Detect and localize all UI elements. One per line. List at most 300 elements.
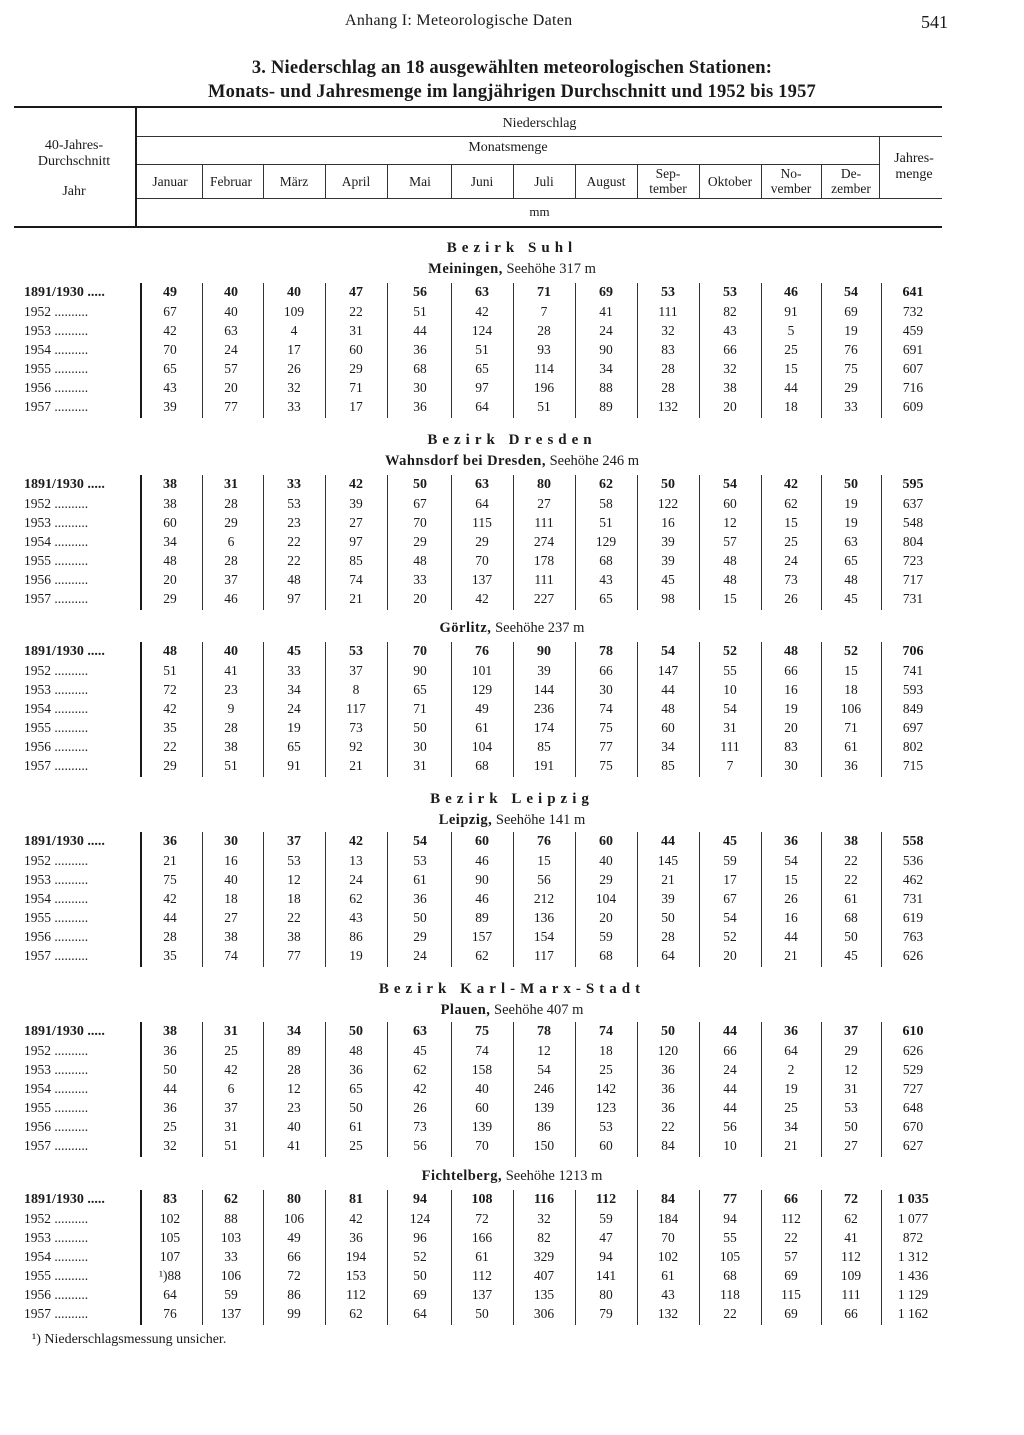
table-row bbox=[0, 399, 1024, 418]
cell-month-5: 70 bbox=[413, 644, 427, 659]
cell-month-2: 28 bbox=[224, 553, 238, 568]
cell-annual-total: 462 bbox=[902, 872, 924, 887]
cell-month-1: 36 bbox=[163, 1043, 177, 1058]
cell-month-5: 71 bbox=[413, 701, 427, 716]
cell-month-11: 62 bbox=[784, 496, 798, 511]
row-year: 1891/1930 ..... bbox=[24, 1024, 105, 1039]
month-heading-1: Januar bbox=[152, 174, 188, 189]
cell-month-9: 61 bbox=[661, 1268, 675, 1283]
cell-month-9: 28 bbox=[661, 929, 675, 944]
cell-annual-total: 715 bbox=[902, 758, 924, 773]
cell-month-5: 62 bbox=[413, 1062, 427, 1077]
cell-month-2: 62 bbox=[224, 1192, 238, 1207]
month-heading-9: Sep- tember bbox=[649, 166, 687, 196]
month-heading-11: No- vember bbox=[770, 166, 812, 196]
cell-month-3: 53 bbox=[287, 496, 301, 511]
cell-month-8: 68 bbox=[599, 948, 613, 963]
cell-month-2: 18 bbox=[224, 891, 238, 906]
cell-month-4: 8 bbox=[352, 682, 360, 697]
cell-month-6: 61 bbox=[475, 720, 489, 735]
cell-month-7: 135 bbox=[533, 1287, 555, 1302]
cell-month-6: 129 bbox=[471, 682, 493, 697]
bezirk-heading: Bezirk Karl-Marx-Stadt bbox=[378, 981, 646, 997]
cell-month-8: 69 bbox=[599, 285, 613, 300]
cell-month-12: 68 bbox=[844, 910, 858, 925]
cell-month-11: 19 bbox=[784, 1081, 798, 1096]
cell-month-6: 64 bbox=[475, 399, 489, 414]
cell-month-2: 25 bbox=[224, 1043, 238, 1058]
cell-annual-total: 670 bbox=[902, 1119, 924, 1134]
table-row bbox=[0, 1287, 1024, 1306]
cell-month-12: 50 bbox=[844, 477, 858, 492]
cell-month-1: 35 bbox=[163, 948, 177, 963]
cell-month-3: 26 bbox=[287, 361, 301, 376]
cell-month-2: 28 bbox=[224, 720, 238, 735]
cell-month-6: 166 bbox=[471, 1230, 493, 1245]
cell-month-4: 86 bbox=[349, 929, 363, 944]
cell-month-2: 23 bbox=[224, 682, 238, 697]
cell-month-10: 94 bbox=[723, 1211, 737, 1226]
cell-month-10: 56 bbox=[723, 1119, 737, 1134]
table-row bbox=[0, 496, 1024, 515]
cell-month-5: 63 bbox=[413, 1024, 427, 1039]
row-year: 1891/1930 ..... bbox=[24, 644, 105, 659]
cell-month-11: 18 bbox=[784, 399, 798, 414]
cell-month-8: 60 bbox=[599, 1138, 613, 1153]
stub-heading-line-1: 40-Jahres- bbox=[44, 138, 104, 153]
cell-month-12: 15 bbox=[844, 663, 858, 678]
cell-month-7: 407 bbox=[533, 1268, 555, 1283]
cell-month-3: 48 bbox=[287, 572, 301, 587]
cell-month-7: 90 bbox=[537, 644, 551, 659]
cell-month-3: 86 bbox=[287, 1287, 301, 1302]
cell-month-11: 19 bbox=[784, 701, 798, 716]
unit-overline bbox=[137, 198, 942, 199]
cell-month-11: 26 bbox=[784, 891, 798, 906]
cell-annual-total: 849 bbox=[902, 701, 924, 716]
cell-month-4: 17 bbox=[349, 399, 363, 414]
cell-month-5: 70 bbox=[413, 515, 427, 530]
cell-month-11: 91 bbox=[784, 304, 798, 319]
cell-month-4: 112 bbox=[346, 1287, 366, 1302]
cell-month-6: 74 bbox=[475, 1043, 489, 1058]
cell-month-8: 20 bbox=[599, 910, 613, 925]
cell-month-4: 42 bbox=[349, 834, 363, 849]
cell-month-2: 137 bbox=[220, 1306, 242, 1321]
cell-annual-total: 648 bbox=[902, 1100, 924, 1115]
cell-month-1: 102 bbox=[159, 1211, 181, 1226]
cell-month-5: 30 bbox=[413, 739, 427, 754]
row-year: 1954 .......... bbox=[24, 701, 89, 716]
station-altitude: Seehöhe 1213 m bbox=[505, 1168, 603, 1184]
cell-month-4: 153 bbox=[345, 1268, 367, 1283]
cell-month-2: 31 bbox=[224, 1119, 238, 1134]
cell-month-8: 47 bbox=[599, 1230, 613, 1245]
cell-month-11: 5 bbox=[787, 323, 795, 338]
cell-month-4: 25 bbox=[349, 1138, 363, 1153]
month-heading-6: Juni bbox=[470, 174, 494, 189]
cell-month-9: 45 bbox=[661, 572, 675, 587]
table-row bbox=[0, 515, 1024, 534]
cell-month-12: 72 bbox=[844, 1192, 858, 1207]
cell-month-9: 36 bbox=[661, 1062, 675, 1077]
cell-month-11: 16 bbox=[784, 910, 798, 925]
cell-month-10: 54 bbox=[723, 701, 737, 716]
cell-annual-total: 763 bbox=[902, 929, 924, 944]
cell-month-4: 27 bbox=[349, 515, 363, 530]
cell-month-9: 60 bbox=[661, 720, 675, 735]
cell-month-7: 7 bbox=[540, 304, 548, 319]
cell-month-2: 40 bbox=[224, 285, 238, 300]
cell-month-2: 103 bbox=[220, 1230, 242, 1245]
cell-month-10: 48 bbox=[723, 553, 737, 568]
cell-month-12: 61 bbox=[844, 891, 858, 906]
cell-month-11: 21 bbox=[784, 1138, 798, 1153]
table-row bbox=[0, 948, 1024, 967]
cell-month-1: 70 bbox=[163, 342, 177, 357]
cell-month-9: 28 bbox=[661, 380, 675, 395]
table-row bbox=[0, 342, 1024, 361]
cell-month-3: 12 bbox=[287, 872, 301, 887]
cell-month-5: 69 bbox=[413, 1287, 427, 1302]
unit-label: mm bbox=[529, 204, 550, 219]
cell-month-11: 15 bbox=[784, 872, 798, 887]
station-altitude: Seehöhe 317 m bbox=[506, 261, 596, 277]
cell-month-8: 142 bbox=[595, 1081, 617, 1096]
cell-month-2: 29 bbox=[224, 515, 238, 530]
cell-month-1: 60 bbox=[163, 515, 177, 530]
cell-annual-total: 1 436 bbox=[897, 1268, 929, 1283]
cell-month-4: 62 bbox=[349, 1306, 363, 1321]
cell-month-11: 30 bbox=[784, 758, 798, 773]
cell-month-3: 23 bbox=[287, 515, 301, 530]
row-year: 1956 .......... bbox=[24, 1119, 89, 1134]
cell-month-10: 68 bbox=[723, 1268, 737, 1283]
cell-month-12: 19 bbox=[844, 515, 858, 530]
table-row bbox=[0, 1119, 1024, 1138]
cell-month-7: 54 bbox=[537, 1062, 551, 1077]
table-row bbox=[0, 323, 1024, 342]
cell-annual-total: 741 bbox=[902, 663, 924, 678]
row-year: 1953 .......... bbox=[24, 515, 89, 530]
cell-month-10: 57 bbox=[723, 534, 737, 549]
cell-month-10: 17 bbox=[723, 872, 737, 887]
cell-month-9: 54 bbox=[661, 644, 675, 659]
cell-month-12: 37 bbox=[844, 1024, 858, 1039]
station-heading bbox=[0, 812, 1024, 829]
cell-month-12: 18 bbox=[844, 682, 858, 697]
table-row bbox=[0, 1306, 1024, 1325]
cell-month-12: 12 bbox=[844, 1062, 858, 1077]
cell-month-1: 29 bbox=[163, 758, 177, 773]
table-row bbox=[0, 380, 1024, 399]
cell-month-6: 72 bbox=[475, 1211, 489, 1226]
cell-month-10: 12 bbox=[723, 515, 737, 530]
cell-month-7: 71 bbox=[537, 285, 551, 300]
table-row bbox=[0, 758, 1024, 777]
cell-month-7: 144 bbox=[533, 682, 555, 697]
cell-month-6: 60 bbox=[475, 1100, 489, 1115]
cell-month-2: 57 bbox=[224, 361, 238, 376]
cell-month-9: 21 bbox=[661, 872, 675, 887]
cell-month-2: 77 bbox=[224, 399, 238, 414]
cell-month-8: 78 bbox=[599, 644, 613, 659]
cell-month-5: 50 bbox=[413, 910, 427, 925]
cell-month-1: 25 bbox=[163, 1119, 177, 1134]
cell-month-6: 139 bbox=[471, 1119, 493, 1134]
table-row bbox=[0, 1081, 1024, 1100]
cell-month-7: 111 bbox=[534, 572, 554, 587]
stub-heading bbox=[14, 138, 134, 200]
cell-month-11: 36 bbox=[784, 1024, 798, 1039]
cell-month-11: 73 bbox=[784, 572, 798, 587]
cell-month-10: 20 bbox=[723, 399, 737, 414]
cell-month-4: 42 bbox=[349, 477, 363, 492]
cell-month-9: 98 bbox=[661, 591, 675, 606]
cell-month-2: 20 bbox=[224, 380, 238, 395]
cell-month-12: 29 bbox=[844, 1043, 858, 1058]
cell-month-9: 28 bbox=[661, 361, 675, 376]
cell-annual-total: 593 bbox=[902, 682, 924, 697]
cell-month-11: 36 bbox=[784, 834, 798, 849]
cell-month-1: 72 bbox=[163, 682, 177, 697]
cell-month-6: 70 bbox=[475, 553, 489, 568]
cell-month-11: 25 bbox=[784, 1100, 798, 1115]
cell-annual-total: 536 bbox=[902, 853, 924, 868]
cell-month-1: 105 bbox=[159, 1230, 181, 1245]
cell-month-10: 54 bbox=[723, 910, 737, 925]
cell-month-5: 26 bbox=[413, 1100, 427, 1115]
station-heading bbox=[0, 620, 1024, 637]
cell-month-5: 24 bbox=[413, 948, 427, 963]
cell-month-11: 64 bbox=[784, 1043, 798, 1058]
cell-month-9: 36 bbox=[661, 1100, 675, 1115]
bezirk-heading: Bezirk Suhl bbox=[446, 240, 578, 256]
cell-month-7: 114 bbox=[534, 361, 554, 376]
row-year: 1954 .......... bbox=[24, 1249, 89, 1264]
cell-month-5: 33 bbox=[413, 572, 427, 587]
cell-month-4: 42 bbox=[349, 1211, 363, 1226]
cell-month-3: 18 bbox=[287, 891, 301, 906]
cell-month-2: 42 bbox=[224, 1062, 238, 1077]
cell-month-2: 74 bbox=[224, 948, 238, 963]
cell-month-12: 63 bbox=[844, 534, 858, 549]
cell-month-6: 158 bbox=[471, 1062, 493, 1077]
cell-month-1: 43 bbox=[163, 380, 177, 395]
cell-month-5: 61 bbox=[413, 872, 427, 887]
average-row bbox=[0, 644, 1024, 663]
cell-month-12: 36 bbox=[844, 758, 858, 773]
cell-month-1: 48 bbox=[163, 644, 177, 659]
cell-annual-total: 697 bbox=[902, 720, 924, 735]
cell-month-3: 97 bbox=[287, 591, 301, 606]
cell-month-1: 29 bbox=[163, 591, 177, 606]
cell-month-11: 22 bbox=[784, 1230, 798, 1245]
cell-month-2: 38 bbox=[224, 739, 238, 754]
cell-month-8: 18 bbox=[599, 1043, 613, 1058]
cell-month-8: 66 bbox=[599, 663, 613, 678]
cell-month-4: 43 bbox=[349, 910, 363, 925]
table-row bbox=[0, 534, 1024, 553]
header-bottom-rule bbox=[14, 226, 942, 228]
cell-month-12: 111 bbox=[841, 1287, 861, 1302]
cell-month-10: 48 bbox=[723, 572, 737, 587]
cell-month-6: 124 bbox=[471, 323, 493, 338]
row-year: 1955 .......... bbox=[24, 1268, 89, 1283]
cell-month-9: 44 bbox=[661, 834, 675, 849]
cell-month-12: 50 bbox=[844, 1119, 858, 1134]
cell-month-4: 117 bbox=[346, 701, 366, 716]
cell-month-9: 111 bbox=[658, 304, 678, 319]
cell-month-4: 21 bbox=[349, 758, 363, 773]
cell-month-3: 33 bbox=[287, 399, 301, 414]
cell-annual-total: 691 bbox=[902, 342, 924, 357]
cell-month-5: 94 bbox=[413, 1192, 427, 1207]
cell-annual-total: 607 bbox=[902, 361, 924, 376]
group-heading: Niederschlag bbox=[502, 116, 577, 131]
cell-month-3: 89 bbox=[287, 1043, 301, 1058]
cell-month-7: 12 bbox=[537, 1043, 551, 1058]
cell-month-7: 80 bbox=[537, 477, 551, 492]
row-year: 1954 .......... bbox=[24, 342, 89, 357]
cell-month-2: 40 bbox=[224, 872, 238, 887]
cell-month-2: 63 bbox=[224, 323, 238, 338]
cell-month-11: 83 bbox=[784, 739, 798, 754]
cell-month-8: 74 bbox=[599, 701, 613, 716]
cell-month-1: ¹)88 bbox=[158, 1268, 182, 1283]
cell-month-7: 174 bbox=[533, 720, 555, 735]
cell-month-9: 39 bbox=[661, 553, 675, 568]
row-year: 1957 .......... bbox=[24, 948, 89, 963]
cell-month-11: 15 bbox=[784, 361, 798, 376]
cell-month-4: 29 bbox=[349, 361, 363, 376]
cell-month-4: 36 bbox=[349, 1230, 363, 1245]
cell-month-1: 32 bbox=[163, 1138, 177, 1153]
cell-month-9: 36 bbox=[661, 1081, 675, 1096]
cell-month-9: 50 bbox=[661, 910, 675, 925]
cell-annual-total: 1 312 bbox=[897, 1249, 929, 1264]
cell-month-5: 90 bbox=[413, 663, 427, 678]
cell-month-3: 32 bbox=[287, 380, 301, 395]
cell-month-5: 96 bbox=[413, 1230, 427, 1245]
cell-month-12: 50 bbox=[844, 929, 858, 944]
cell-month-6: 76 bbox=[475, 644, 489, 659]
cell-month-4: 61 bbox=[349, 1119, 363, 1134]
cell-month-4: 50 bbox=[349, 1100, 363, 1115]
cell-month-9: 102 bbox=[657, 1249, 679, 1264]
cell-month-7: 28 bbox=[537, 323, 551, 338]
header-top-rule bbox=[14, 106, 942, 108]
cell-month-1: 36 bbox=[163, 834, 177, 849]
cell-month-10: 10 bbox=[723, 682, 737, 697]
table-row bbox=[0, 1211, 1024, 1230]
row-year: 1891/1930 ..... bbox=[24, 834, 105, 849]
month-heading-10: Oktober bbox=[707, 174, 753, 189]
cell-month-10: 7 bbox=[726, 758, 734, 773]
cell-month-8: 53 bbox=[599, 1119, 613, 1134]
group-underline bbox=[137, 136, 942, 137]
cell-month-9: 50 bbox=[661, 1024, 675, 1039]
cell-month-7: 93 bbox=[537, 342, 551, 357]
table-row bbox=[0, 910, 1024, 929]
cell-month-2: 9 bbox=[227, 701, 235, 716]
cell-month-8: 89 bbox=[599, 399, 613, 414]
cell-month-1: 39 bbox=[163, 399, 177, 414]
cell-month-11: 48 bbox=[784, 644, 798, 659]
cell-annual-total: 731 bbox=[902, 591, 924, 606]
cell-annual-total: 548 bbox=[902, 515, 924, 530]
cell-month-6: 104 bbox=[471, 739, 493, 754]
cell-month-4: 48 bbox=[349, 1043, 363, 1058]
cell-month-10: 52 bbox=[723, 929, 737, 944]
cell-month-12: 27 bbox=[844, 1138, 858, 1153]
monthly-heading: Monatsmenge bbox=[468, 140, 548, 155]
cell-month-4: 62 bbox=[349, 891, 363, 906]
cell-month-12: 22 bbox=[844, 853, 858, 868]
cell-month-5: 53 bbox=[413, 853, 427, 868]
cell-month-4: 39 bbox=[349, 496, 363, 511]
cell-month-10: 53 bbox=[723, 285, 737, 300]
cell-month-11: 24 bbox=[784, 553, 798, 568]
cell-month-1: 38 bbox=[163, 496, 177, 511]
station-heading bbox=[0, 1168, 1024, 1185]
cell-month-5: 51 bbox=[413, 304, 427, 319]
row-year: 1954 .......... bbox=[24, 1081, 89, 1096]
cell-month-5: 64 bbox=[413, 1306, 427, 1321]
station-name: Wahnsdorf bei Dresden, bbox=[384, 453, 546, 469]
cell-month-5: 36 bbox=[413, 399, 427, 414]
cell-month-9: 34 bbox=[661, 739, 675, 754]
cell-month-9: 70 bbox=[661, 1230, 675, 1245]
cell-month-5: 68 bbox=[413, 361, 427, 376]
table-row bbox=[0, 929, 1024, 948]
cell-month-2: 16 bbox=[224, 853, 238, 868]
cell-month-2: 88 bbox=[224, 1211, 238, 1226]
cell-month-12: 48 bbox=[844, 572, 858, 587]
table-row bbox=[0, 872, 1024, 891]
cell-month-3: 17 bbox=[287, 342, 301, 357]
cell-month-6: 40 bbox=[475, 1081, 489, 1096]
row-year: 1956 .......... bbox=[24, 572, 89, 587]
cell-month-1: 44 bbox=[163, 1081, 177, 1096]
cell-month-8: 75 bbox=[599, 758, 613, 773]
monthly-underline bbox=[137, 164, 879, 165]
cell-annual-total: 727 bbox=[902, 1081, 924, 1096]
cell-month-7: 78 bbox=[537, 1024, 551, 1039]
cell-month-4: 97 bbox=[349, 534, 363, 549]
table-row bbox=[0, 1249, 1024, 1268]
table-row bbox=[0, 739, 1024, 758]
cell-month-6: 75 bbox=[475, 1024, 489, 1039]
cell-month-10: 43 bbox=[723, 323, 737, 338]
cell-month-1: 75 bbox=[163, 872, 177, 887]
cell-month-7: 111 bbox=[534, 515, 554, 530]
bezirk-heading: Bezirk Dresden bbox=[427, 432, 597, 448]
footnote: ¹) Niederschlagsmessung unsicher. bbox=[32, 1332, 227, 1347]
cell-month-12: 19 bbox=[844, 323, 858, 338]
cell-month-2: 59 bbox=[224, 1287, 238, 1302]
cell-month-3: 4 bbox=[290, 323, 298, 338]
cell-month-11: 69 bbox=[784, 1306, 798, 1321]
cell-month-7: 274 bbox=[533, 534, 555, 549]
cell-month-9: 83 bbox=[661, 342, 675, 357]
cell-month-9: 53 bbox=[661, 285, 675, 300]
cell-month-12: 109 bbox=[840, 1268, 862, 1283]
table-title bbox=[0, 56, 1024, 104]
cell-month-3: 34 bbox=[287, 1024, 301, 1039]
average-row bbox=[0, 834, 1024, 853]
cell-month-4: 31 bbox=[349, 323, 363, 338]
